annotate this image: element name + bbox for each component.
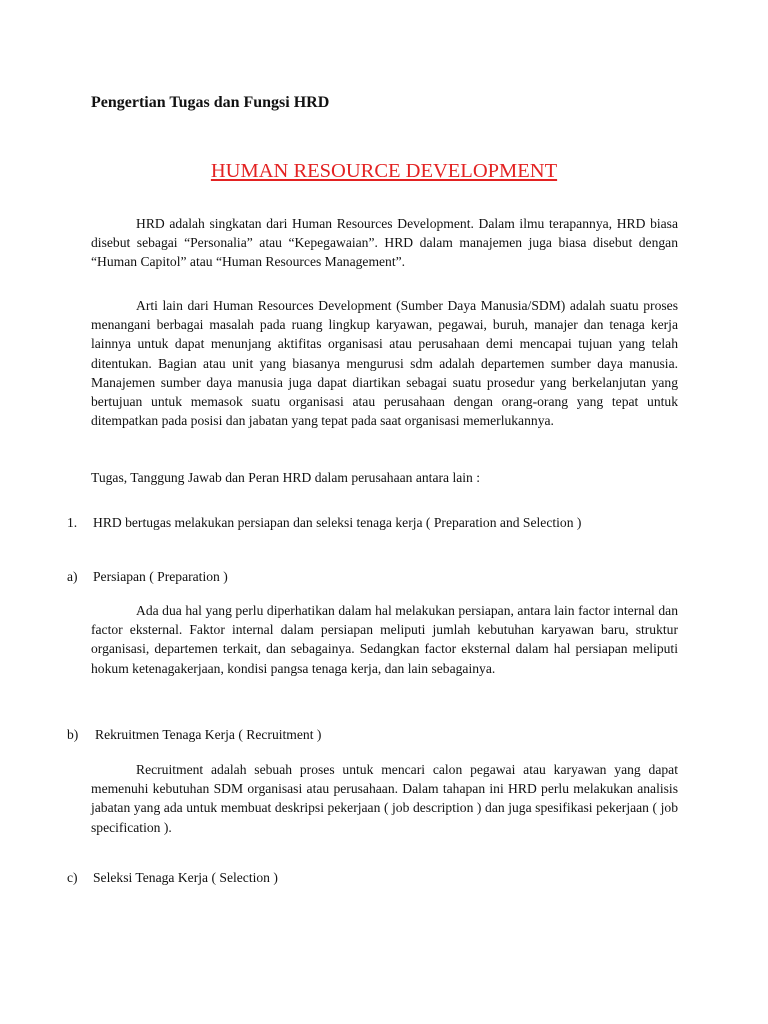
paragraph-preparation-text: Ada dua hal yang perlu diperhatikan dalam hal melakukan persiapan, antara lain factor internal dan factor eksternal. Faktor internal dalam persiapan meliputi jumlah kebutuhan karyawan baru, struktur organisasi, departemen terkait, dan sebagainya. Sedangkan factor eksternal dalam hal persiapan meliputi hokum ketenagakerjaan, kondisi pangsa tenaga kerja, dan lain sebagainya.: [91, 603, 678, 676]
document-heading: Pengertian Tugas dan Fungsi HRD: [91, 94, 330, 111]
paragraph-recruitment: [91, 760, 678, 837]
list-item-1-text: HRD bertugas melakukan persiapan dan seleksi tenaga kerja ( Preparation and Selection ): [93, 515, 582, 530]
list-item-c-marker: c): [67, 870, 78, 885]
paragraph-hrd-meaning: [91, 296, 678, 430]
list-item-a-text: Persiapan ( Preparation ): [93, 569, 228, 584]
paragraph-recruitment-text: Recruitment adalah sebuah proses untuk mencari calon pegawai atau karyawan yang dapat memenuhi kebutuhan SDM organisasi atau perusahaan. Dalam tahapan ini HRD perlu melakukan analisis jabatan yang ada untuk membuat deskripsi pekerjaan ( job description ) dan juga spesifikasi pekerjaan ( job specification ).: [91, 762, 678, 835]
document-title: HUMAN RESOURCE DEVELOPMENT: [210, 160, 558, 182]
list-item-a-marker: a): [67, 569, 78, 584]
list-item-b-text: Rekruitmen Tenaga Kerja ( Recruitment ): [95, 727, 322, 742]
paragraph-hrd-meaning-text: Arti lain dari Human Resources Development (Sumber Daya Manusia/SDM) adalah suatu proses menangani berbagai masalah pada ruang lingkup karyawan, pegawai, buruh, manajer dan tenaga kerja lainnya untuk dapat menunjang aktifitas organisasi atau perusahaan demi mencapai tujuan yang telah ditentukan. Bagian atau unit yang biasanya mengurusi sdm adalah departemen sumber daya manusia. Manajemen sumber daya manusia juga dapat diartikan sebagai suatu prosedur yang berkelanjutan yang bertujuan untuk memasok suatu organisasi atau perusahaan dengan orang-orang yang tepat untuk ditempatkan pada posisi dan jabatan yang tepat pada saat organisasi memerlukannya.: [91, 298, 678, 429]
paragraph-preparation: [91, 601, 678, 678]
paragraph-hrd-definition-text: HRD adalah singkatan dari Human Resources Development. Dalam ilmu terapannya, HRD biasa disebut sebagai “Personalia” atau “Kepegawaian”. HRD dalam manajemen juga biasa disebut dengan “Human Capitol” atau “Human Resources Management”.: [91, 216, 678, 270]
list-item-1-marker: 1.: [67, 515, 78, 530]
list-item-c-text: Seleksi Tenaga Kerja ( Selection ): [93, 870, 278, 885]
paragraph-hrd-definition: [91, 214, 678, 272]
list-item-b-marker: b): [67, 727, 79, 742]
list-intro: Tugas, Tanggung Jawab dan Peran HRD dalam perusahaan antara lain :: [91, 470, 481, 485]
